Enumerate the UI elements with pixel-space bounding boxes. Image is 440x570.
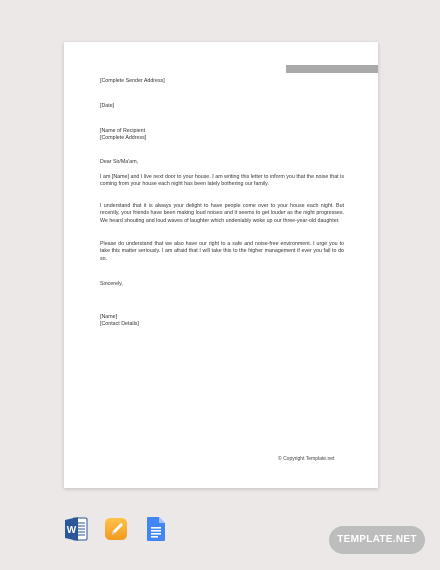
sender-address: [Complete Sender Address] xyxy=(100,78,165,84)
copyright-text: © Copyright Template.net xyxy=(278,456,335,462)
recipient-address: [Complete Address] xyxy=(100,135,147,142)
recipient-name: [Name of Recipient xyxy=(100,128,146,134)
paragraph-complaint: I understand that it is always your delight to have people come over to your house each night. But recently, your friends have been making loud noises and it seems to get louder as the night progresses. We heard shouting and loud waves of laughter which undeniably woke up our three-year-old daughter. xyxy=(100,203,344,224)
paragraph-request: Please do understand that we also have our right to a safe and noise-free environment. I urge you to take this matter seriously. I am afraid that I will take this to the higher management if ever you fail to do so. xyxy=(100,241,344,262)
pages-icon[interactable] xyxy=(104,515,128,543)
signature-block xyxy=(100,314,344,329)
signature-contact: [Contact Details] xyxy=(100,321,139,328)
svg-text:W: W xyxy=(66,525,77,536)
header-accent-bar xyxy=(286,65,378,73)
signature-name: [Name] xyxy=(100,314,118,320)
recipient-block xyxy=(100,128,344,143)
template-net-brand-badge[interactable]: TEMPLATE.NET xyxy=(329,526,425,554)
salutation: Dear Sir/Ma'am, xyxy=(100,159,139,165)
closing: Sincerely, xyxy=(100,281,123,287)
google-docs-icon[interactable] xyxy=(144,515,168,543)
paragraph-intro: I am [Name] and I live next door to your house. I am writing this letter to inform you that the noise that is coming from your house each night has been lately bothering our family. xyxy=(100,174,344,188)
word-icon[interactable] xyxy=(64,515,88,543)
letter-date: [Date] xyxy=(100,103,115,109)
